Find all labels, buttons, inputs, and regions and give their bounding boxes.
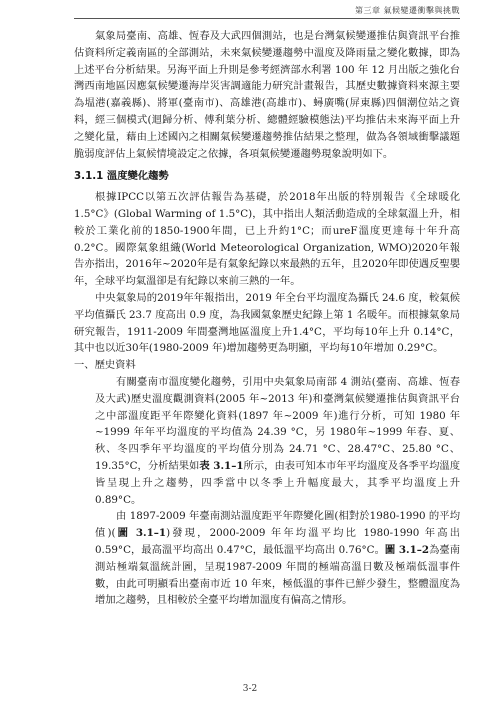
ipcc-paragraph: 根據IPCC以第五次評估報告為基礎，於2018年出版的特別報告《全球暖化1.5°C》(Global Warming of 1.5°C)，其中指出人類活動造成的全球氣溫上升，相較於工業化前的1850-1900年間，已上升約1°C；而ureF溫度更達每十年升高0.2°C。國際氣象組織(World Meteorological Organization, WMO)2020年報告亦指出，2016年~2020年是有氣象紀錄以來最熱的五年，且2020年即使遇反聖嬰年，全球平均氣溫卻是有紀錄以來前三熱的一年。 xyxy=(74,191,460,288)
table-reference: 表 3.1–1 xyxy=(199,459,244,472)
history-paragraph-2 xyxy=(74,508,460,609)
history-paragraph-1-text-a: 有關臺南市溫度變化趨勢，引用中央氣象局南部 4 測站(臺南、高雄、恆春及大武)歷史溫度觀測資料(2005 年~2013 年)和臺灣氣候變遷推估與資訊平台之中部溫度距平年際變化資料(1897 年~2009 年)進行分析，可知 1980 年~1999 年年平均溫度的平均值為 24.39 °C，另 1980年~1999 年春、夏、秋、冬四季年平均溫度的平均值分別為 24.71 °C、28.47°C、25.80 °C、19.35°C，分析結果如 xyxy=(95,375,460,472)
figure-reference-1: 圖 3.1–1 xyxy=(115,527,167,540)
history-paragraph-2-text-b: )發現，2000-2009 年年均溫平均比 1980-1990 年高出 0.59°C，最高溫平均高出 0.47°C，最低溫平均高出 0.76°C。 xyxy=(95,527,460,556)
running-header: 第三章 氣候變遷衝擊與挑戰 xyxy=(354,6,460,15)
history-paragraph-1 xyxy=(74,374,460,508)
cwb-paragraph: 中央氣象局的2019年年報指出，2019 年全台平均溫度為攝氏 24.6 度，較氣候平均值攝氏 23.7 度高出 0.9 度，為我國氣象歷史紀錄上第 1 名暖年。而根據氣象局研究報告，1911-2009 年間臺灣地區溫度上升1.4°C，平均每10年上升 0.14°C，其中也以近30年(1980-2009 年)增加趨勢更為明顯，平均每10年增加 0.29°C。 xyxy=(74,291,460,355)
list-heading-history: 一、歷史資料 xyxy=(74,359,136,372)
history-paragraph-2-text-a: 由 1897-2009 年臺南測站溫度距平年際變化圖(相對於1980-1990 的平均值)( xyxy=(95,510,460,540)
section-title: 3.1.1 溫度變化趨勢 xyxy=(74,170,169,183)
figure-reference-2: 圖 3.1–2 xyxy=(384,543,430,556)
document-body xyxy=(74,28,460,609)
intro-paragraph: 氣象局臺南、高雄、恆春及大武四個測站，也是台灣氣候變遷推估與資訊平台推估資料所定義南區的全部測站，未來氣候變遷趨勢中溫度及降雨量之變化數據，即為上述平台分析結果。另海平面上升則是參考經濟部水利署 100 年 12 月出版之強化台灣西南地區因應氣候變遷海岸災害調適能力研究計畫報告，其歷史數據資料來源主要為塭港(嘉義縣)、將軍(臺南市)、高雄港(高雄市)、蟳廣嘴(屏東縣)四個潮位站之資料，經三個模式(迴歸分析、傅利葉分析、總體經驗模態法)平均推估未來海平面上升之變化量，藉由上述國內之相關氣候變遷趨勢推估結果之整理，做為各領域衝擊議題脆弱度評估上氣候情境設定之依據，各項氣候變遷趨勢現象說明如下。 xyxy=(74,30,460,160)
header-rule xyxy=(74,18,460,19)
history-paragraph-1-text-b: 所示，由表可知本市年平均溫度及各季平均溫度皆呈現上升之趨勢，四季當中以冬季上升幅度最大，其季平均溫度上升 0.89°C。 xyxy=(95,459,461,506)
page-number: 3-2 xyxy=(242,684,258,694)
history-paragraph-2-text-c: 為臺南測站極端氣溫統計圖，呈現1987-2009 年間的極端高溫日數及極端低溫事件數，由此可明顯看出臺南市近 10 年來，極低溫的事件已鮮少發生，整體溫度為增加之趨勢，且相較於全臺平均增加溫度有偏高之情形。 xyxy=(95,543,461,607)
